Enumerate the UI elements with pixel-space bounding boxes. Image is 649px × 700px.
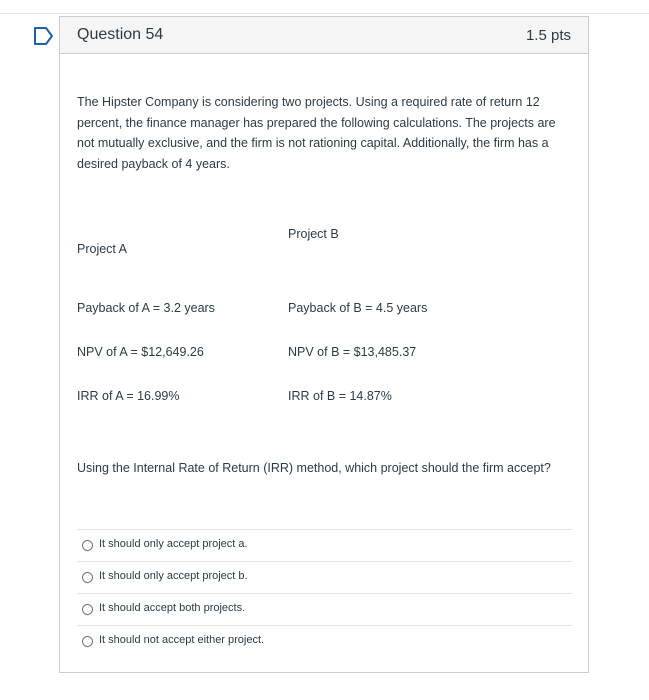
radio-button[interactable] xyxy=(82,572,93,583)
project-a-payback: Payback of A = 3.2 years xyxy=(77,301,215,315)
project-b-label: Project B xyxy=(288,227,339,241)
project-b-npv: NPV of B = $13,485.37 xyxy=(288,345,417,359)
answer-list xyxy=(77,529,572,657)
answer-label[interactable]: It should accept both projects. xyxy=(99,602,246,614)
question-points: 1.5 pts xyxy=(525,27,571,44)
answer-label[interactable]: It should only accept project b. xyxy=(99,570,248,582)
answer-label[interactable]: It should not accept either project. xyxy=(99,634,265,646)
project-a-npv: NPV of A = $12,649.26 xyxy=(77,345,204,359)
project-a-irr: IRR of A = 16.99% xyxy=(77,389,180,403)
answer-label[interactable]: It should only accept project a. xyxy=(99,538,248,550)
question-header xyxy=(60,17,588,54)
project-b-irr: IRR of B = 14.87% xyxy=(288,389,392,403)
project-a-label: Project A xyxy=(77,242,128,256)
question-text: Using the Internal Rate of Return (IRR) method, which project should the firm accept? xyxy=(77,461,551,475)
answer-option-a[interactable] xyxy=(77,529,572,561)
answer-option-both[interactable] xyxy=(77,593,572,625)
radio-button[interactable] xyxy=(82,636,93,647)
question-prompt: The Hipster Company is considering two projects. Using a required rate of return 12 percent, the finance manager has prepared the following calculations. The projects are not mutually exclusive, and the firm is not rationing capital. Additionally, the firm has a desired payback of 4 years. xyxy=(77,95,556,171)
top-divider xyxy=(0,13,649,14)
bookmark-flag-icon[interactable] xyxy=(33,26,55,46)
radio-button[interactable] xyxy=(82,604,93,615)
answer-option-b[interactable] xyxy=(77,561,572,593)
question-title: Question 54 xyxy=(77,26,164,43)
question-card xyxy=(59,16,589,673)
radio-button[interactable] xyxy=(82,540,93,551)
answer-option-neither[interactable] xyxy=(77,625,572,657)
project-b-payback: Payback of B = 4.5 years xyxy=(288,301,428,315)
